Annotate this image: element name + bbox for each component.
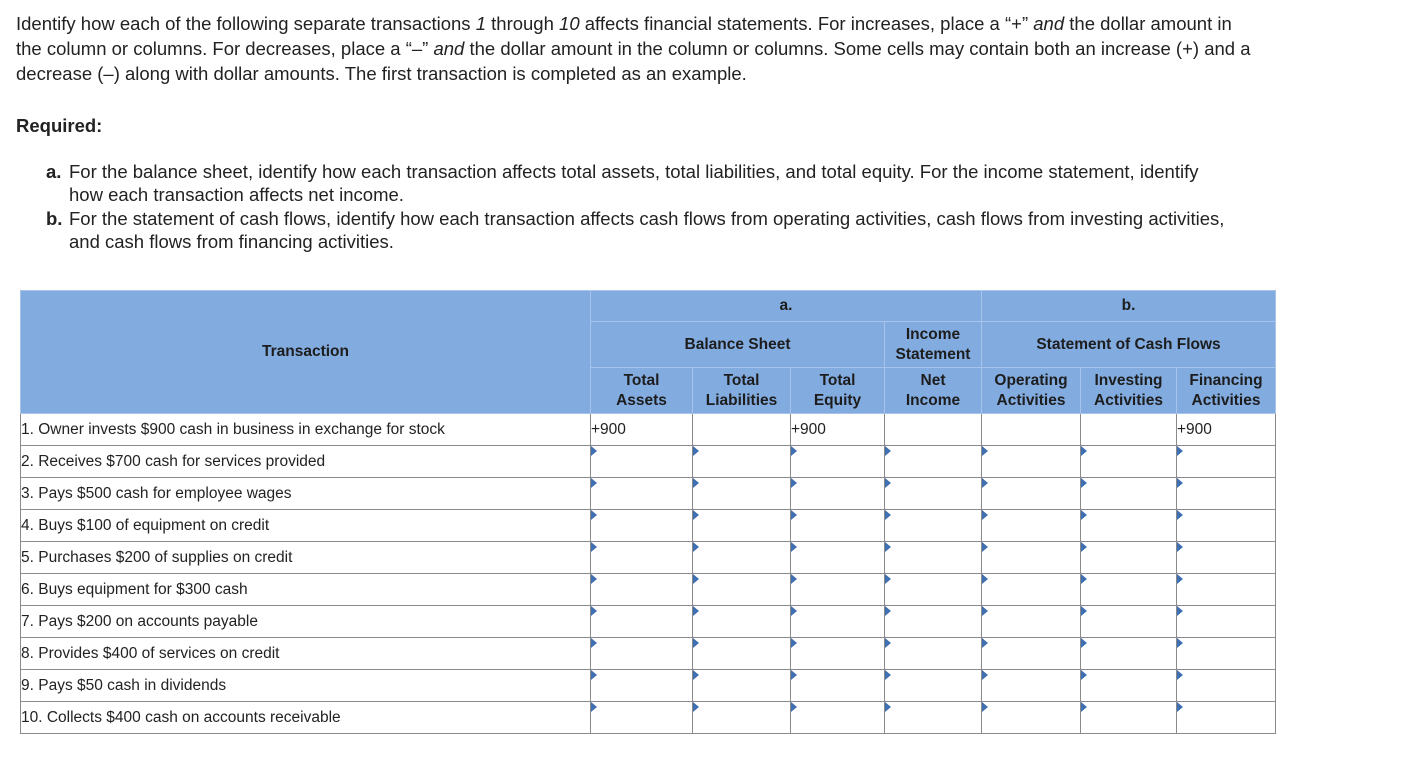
example-value-operating	[982, 414, 1081, 446]
answer-input-net-income[interactable]	[885, 638, 982, 670]
answer-input-investing-activities[interactable]	[1081, 574, 1177, 606]
answer-input-total-assets[interactable]	[591, 510, 693, 542]
transaction-description: 10. Collects $400 cash on accounts receivable	[21, 702, 591, 734]
answer-input-operating-activities[interactable]	[982, 638, 1081, 670]
column-header-investing-activities: Investing Activities	[1081, 368, 1177, 414]
answer-input-financing-activities[interactable]	[1177, 606, 1276, 638]
answer-input-investing-activities[interactable]	[1081, 606, 1177, 638]
answer-input-financing-activities[interactable]	[1177, 510, 1276, 542]
header-cash-flows: Statement of Cash Flows	[982, 322, 1276, 368]
column-header-financing-activities: Financing Activities	[1177, 368, 1276, 414]
answer-input-total-liabilities[interactable]	[693, 606, 791, 638]
transaction-description: 9. Pays $50 cash in dividends	[21, 670, 591, 702]
column-header-total-liabilities: Total Liabilities	[693, 368, 791, 414]
example-value-total-liabilities	[693, 414, 791, 446]
answer-input-total-equity[interactable]	[791, 702, 885, 734]
transaction-description: 2. Receives $700 cash for services provided	[21, 446, 591, 478]
answer-input-net-income[interactable]	[885, 478, 982, 510]
table-row	[21, 606, 1276, 638]
answer-input-total-assets[interactable]	[591, 478, 693, 510]
answer-input-financing-activities[interactable]	[1177, 670, 1276, 702]
part-b	[46, 207, 1236, 253]
answer-input-total-equity[interactable]	[791, 638, 885, 670]
answer-input-total-liabilities[interactable]	[693, 510, 791, 542]
answer-input-total-assets[interactable]	[591, 446, 693, 478]
transaction-description: 5. Purchases $200 of supplies on credit	[21, 542, 591, 574]
answer-input-total-equity[interactable]	[791, 670, 885, 702]
example-value-total-equity: +900	[791, 414, 885, 446]
answer-input-total-liabilities[interactable]	[693, 478, 791, 510]
column-header-total-equity: Total Equity	[791, 368, 885, 414]
answer-input-total-assets[interactable]	[591, 542, 693, 574]
answer-input-investing-activities[interactable]	[1081, 446, 1177, 478]
answer-input-net-income[interactable]	[885, 702, 982, 734]
example-value-net-income	[885, 414, 982, 446]
answer-input-total-assets[interactable]	[591, 606, 693, 638]
part-letter: a.	[46, 161, 62, 182]
header-part-b: b.	[982, 291, 1276, 322]
answer-input-financing-activities[interactable]	[1177, 638, 1276, 670]
answer-input-total-liabilities[interactable]	[693, 670, 791, 702]
answer-input-operating-activities[interactable]	[982, 606, 1081, 638]
example-value-total-assets: +900	[591, 414, 693, 446]
transaction-description: 7. Pays $200 on accounts payable	[21, 606, 591, 638]
header-transaction: Transaction	[21, 291, 591, 414]
transaction-description: 3. Pays $500 cash for employee wages	[21, 478, 591, 510]
column-header-net-income: Net Income	[885, 368, 982, 414]
transaction-description: 4. Buys $100 of equipment on credit	[21, 510, 591, 542]
answer-input-investing-activities[interactable]	[1081, 638, 1177, 670]
header-income-statement: Income Statement	[885, 322, 982, 368]
table-row	[21, 542, 1276, 574]
answer-input-total-equity[interactable]	[791, 606, 885, 638]
required-parts	[46, 160, 1236, 254]
answer-input-operating-activities[interactable]	[982, 542, 1081, 574]
required-heading: Required:	[16, 115, 103, 136]
table-row	[21, 638, 1276, 670]
answer-input-total-assets[interactable]	[591, 638, 693, 670]
answer-input-total-liabilities[interactable]	[693, 574, 791, 606]
answer-input-total-equity[interactable]	[791, 510, 885, 542]
part-letter: b.	[46, 208, 63, 229]
example-value-investing	[1081, 414, 1177, 446]
answer-input-total-assets[interactable]	[591, 574, 693, 606]
answer-input-total-liabilities[interactable]	[693, 638, 791, 670]
table-row	[21, 670, 1276, 702]
answer-input-operating-activities[interactable]	[982, 574, 1081, 606]
part-a	[46, 160, 1236, 206]
table-row	[21, 414, 1276, 446]
transaction-description: 1. Owner invests $900 cash in business in exchange for stock	[21, 414, 591, 446]
answer-input-financing-activities[interactable]	[1177, 542, 1276, 574]
answer-input-investing-activities[interactable]	[1081, 510, 1177, 542]
answer-input-investing-activities[interactable]	[1081, 478, 1177, 510]
table-body	[21, 414, 1276, 734]
answer-input-total-equity[interactable]	[791, 478, 885, 510]
header-balance-sheet: Balance Sheet	[591, 322, 885, 368]
answer-input-operating-activities[interactable]	[982, 510, 1081, 542]
answer-input-total-assets[interactable]	[591, 702, 693, 734]
answer-input-net-income[interactable]	[885, 606, 982, 638]
column-header-operating-activities: Operating Activities	[982, 368, 1081, 414]
answer-input-total-equity[interactable]	[791, 446, 885, 478]
table-row	[21, 702, 1276, 734]
answer-input-operating-activities[interactable]	[982, 702, 1081, 734]
table-row	[21, 478, 1276, 510]
example-value-financing: +900	[1177, 414, 1276, 446]
answer-input-financing-activities[interactable]	[1177, 574, 1276, 606]
transaction-description: 8. Provides $400 of services on credit	[21, 638, 591, 670]
answer-input-total-equity[interactable]	[791, 542, 885, 574]
answer-input-total-liabilities[interactable]	[693, 446, 791, 478]
answer-input-net-income[interactable]	[885, 574, 982, 606]
answer-input-operating-activities[interactable]	[982, 670, 1081, 702]
table-row	[21, 510, 1276, 542]
answer-input-financing-activities[interactable]	[1177, 478, 1276, 510]
header-part-a: a.	[591, 291, 982, 322]
answer-input-investing-activities[interactable]	[1081, 670, 1177, 702]
answer-input-operating-activities[interactable]	[982, 478, 1081, 510]
transactions-table	[20, 290, 1276, 734]
answer-input-net-income[interactable]	[885, 446, 982, 478]
table-row	[21, 446, 1276, 478]
transaction-description: 6. Buys equipment for $300 cash	[21, 574, 591, 606]
column-header-total-assets: Total Assets	[591, 368, 693, 414]
answer-input-investing-activities[interactable]	[1081, 702, 1177, 734]
instructions-text: Identify how each of the following separate transactions 1 through 10 affects financial statements. For increases, place a “+” and the dollar amount in the column or columns. For decreases, place a “–” and the dollar amount in the column or columns. Some cells may contain both an increase (+) and a decrease (–) along with dollar amounts. The first transaction is completed as an example.	[16, 13, 1251, 84]
table-row	[21, 574, 1276, 606]
answer-input-financing-activities[interactable]	[1177, 446, 1276, 478]
answer-input-total-assets[interactable]	[591, 670, 693, 702]
answer-input-investing-activities[interactable]	[1081, 542, 1177, 574]
part-text: For the statement of cash flows, identify how each transaction affects cash flows from operating activities, cash flows from investing activities, and cash flows from financing activities.	[69, 208, 1225, 252]
answer-input-net-income[interactable]	[885, 670, 982, 702]
instructions	[16, 11, 1256, 86]
part-text: For the balance sheet, identify how each transaction affects total assets, total liabilities, and total equity. For the income statement, identify how each transaction affects net income.	[69, 161, 1199, 205]
answer-input-total-liabilities[interactable]	[693, 702, 791, 734]
answer-input-total-liabilities[interactable]	[693, 542, 791, 574]
answer-input-operating-activities[interactable]	[982, 446, 1081, 478]
answer-input-net-income[interactable]	[885, 510, 982, 542]
answer-input-financing-activities[interactable]	[1177, 702, 1276, 734]
answer-input-net-income[interactable]	[885, 542, 982, 574]
answer-input-total-equity[interactable]	[791, 574, 885, 606]
